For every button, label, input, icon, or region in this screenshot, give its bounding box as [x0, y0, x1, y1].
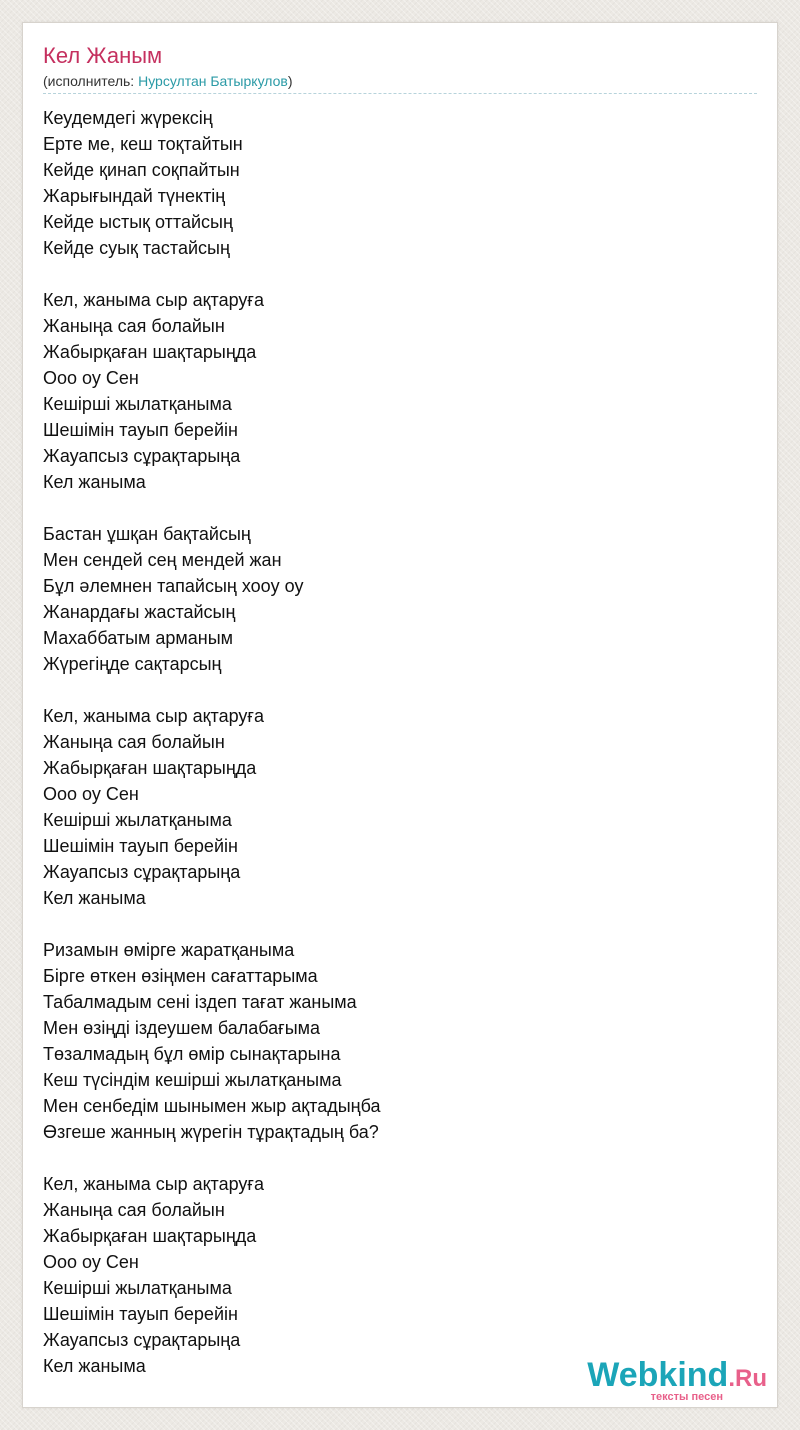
lyric-line: Махаббатым арманым	[43, 628, 234, 648]
lyric-line: Бірге өткен өзіңмен сағаттарыма	[43, 966, 318, 986]
lyric-line: Кейде суық тастайсың	[43, 238, 230, 258]
lyric-line: Кеудемдегі жүрексің	[43, 108, 213, 128]
lyric-line: Ризамын өмірге жаратқаныма	[43, 940, 295, 960]
lyric-line: Мен сендей сең мендей жан	[43, 550, 282, 570]
artist-link[interactable]: Нурсултан Батыркулов	[138, 73, 288, 89]
lyric-line: Өзгеше жанның жүрегін тұрақтадың ба?	[43, 1122, 379, 1142]
lyric-line: Кешірші жылатқаныма	[43, 1278, 232, 1298]
lyric-line: Төзалмадың бұл өмір сынақтарына	[43, 1044, 341, 1064]
lyric-line: Мен өзіңді іздеушем балабағыма	[43, 1018, 321, 1038]
site-logo[interactable]	[587, 1356, 767, 1403]
stanza-gap	[43, 911, 381, 937]
stanza-gap	[43, 495, 381, 521]
lyric-line: Бастан ұшқан бақтайсың	[43, 524, 251, 544]
lyric-line: Бұл әлемнен тапайсың хоoу оу	[43, 576, 304, 596]
logo-tagline: тексты песен	[650, 1391, 723, 1403]
lyric-line: Мен сенбедім шынымен жыр ақтадыңба	[43, 1096, 381, 1116]
lyric-line: Жабырқаған шақтарыңда	[43, 342, 257, 362]
lyric-line: Кел, жаныма сыр ақтаруға	[43, 290, 264, 310]
lyrics-card	[22, 22, 778, 1408]
lyric-line: Жаныңа сая болайын	[43, 732, 225, 752]
lyric-line: Кел жаныма	[43, 888, 146, 908]
lyric-line: Шешімін тауып берейін	[43, 1304, 238, 1324]
lyric-line: Кеш түсіндім кешірші жылатқаныма	[43, 1070, 342, 1090]
lyric-line: Кел жаныма	[43, 1356, 146, 1376]
lyric-line: Ооо оу Сен	[43, 368, 139, 388]
lyric-line: Ооо оу Сен	[43, 1252, 139, 1272]
lyrics-text	[43, 105, 381, 1379]
stanza-gap	[43, 677, 381, 703]
lyric-line: Жанардағы жастайсың	[43, 602, 236, 622]
artist-byline	[43, 73, 292, 89]
stanza-gap	[43, 1145, 381, 1171]
lyric-line: Жауапсыз сұрақтарыңа	[43, 446, 241, 466]
logo-name: Webkind	[587, 1356, 729, 1394]
title-divider	[43, 93, 757, 94]
lyric-line: Табалмадым сені іздеп тағат жаныма	[43, 992, 357, 1012]
lyric-line: Кел жаныма	[43, 472, 146, 492]
lyric-line: Шешімін тауып берейін	[43, 420, 238, 440]
lyric-line: Жүрегіңде сақтарсың	[43, 654, 222, 674]
song-title: Кел Жаным	[43, 43, 163, 68]
lyric-line: Жарығындай түнектің	[43, 186, 226, 206]
lyric-line: Жауапсыз сұрақтарыңа	[43, 862, 241, 882]
stanza-gap	[43, 261, 381, 287]
lyric-line: Ооо оу Сен	[43, 784, 139, 804]
lyric-line: Жауапсыз сұрақтарыңа	[43, 1330, 241, 1350]
lyric-line: Кейде ыстық оттайсың	[43, 212, 233, 232]
lyric-line: Жаныңа сая болайын	[43, 1200, 225, 1220]
byline-suffix: )	[287, 73, 293, 89]
lyric-line: Шешімін тауып берейін	[43, 836, 238, 856]
lyric-line: Кешірші жылатқаныма	[43, 810, 232, 830]
lyric-line: Ерте ме, кеш тоқтайтын	[43, 134, 243, 154]
lyric-line: Кейде қинап соқпайтын	[43, 160, 240, 180]
logo-tld: .Ru	[728, 1365, 767, 1392]
lyric-line: Кешірші жылатқаныма	[43, 394, 232, 414]
byline-prefix: (исполнитель:	[43, 73, 139, 89]
lyric-line: Кел, жаныма сыр ақтаруға	[43, 1174, 264, 1194]
lyric-line: Кел, жаныма сыр ақтаруға	[43, 706, 264, 726]
lyric-line: Жабырқаған шақтарыңда	[43, 758, 257, 778]
lyric-line: Жаныңа сая болайын	[43, 316, 225, 336]
lyric-line: Жабырқаған шақтарыңда	[43, 1226, 257, 1246]
